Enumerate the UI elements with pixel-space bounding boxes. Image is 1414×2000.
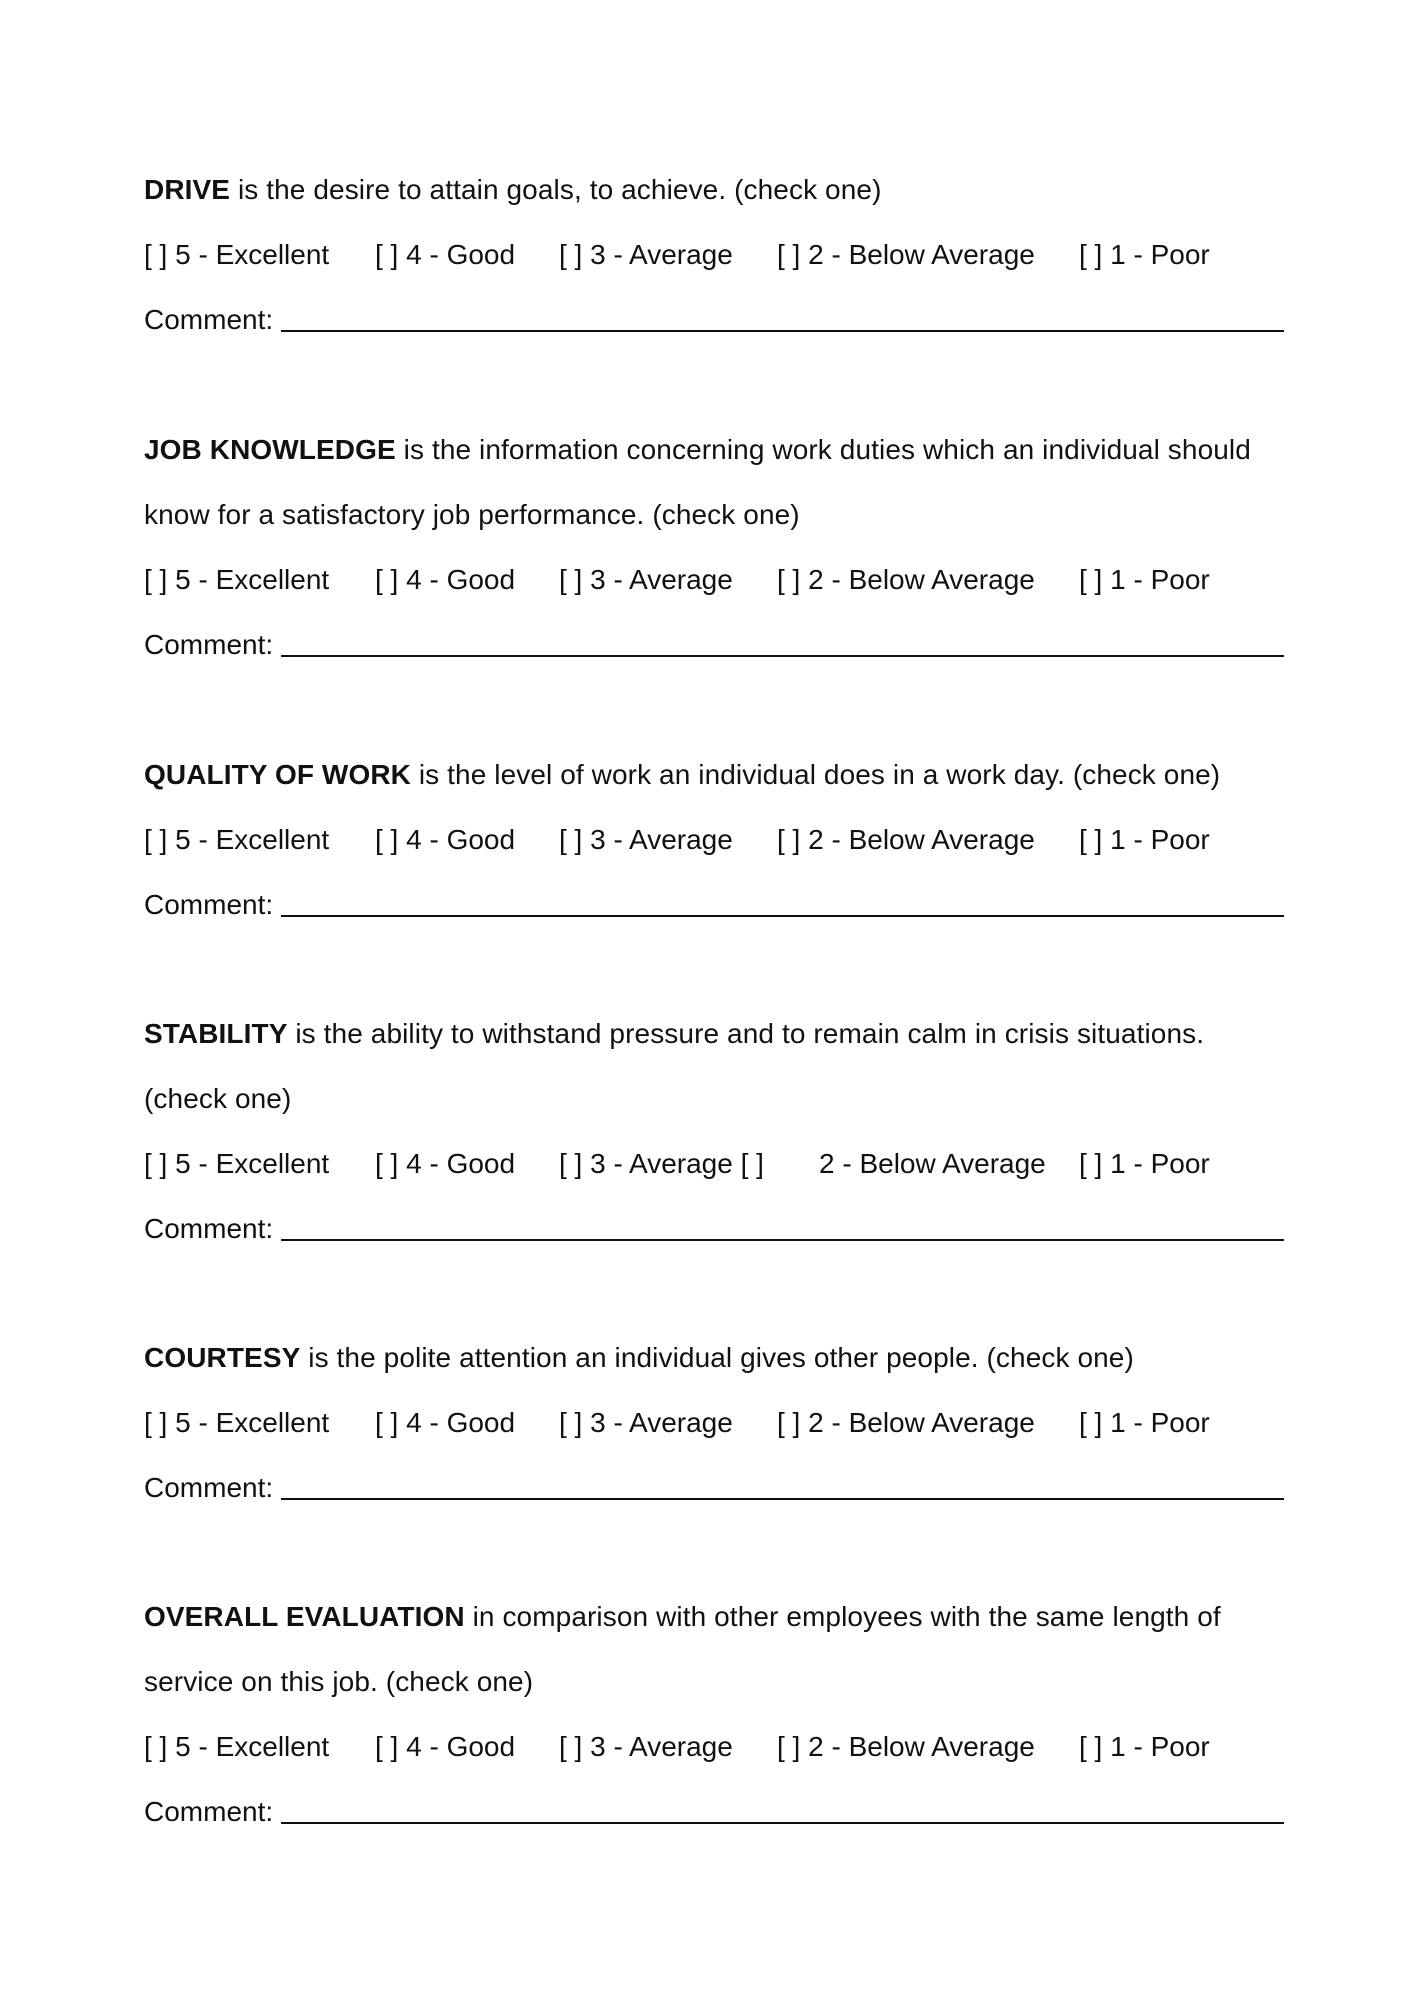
- section-courtesy: [144, 1325, 1284, 1520]
- comment-field[interactable]: [281, 308, 1284, 332]
- rating-option-5[interactable]: [ ] 5 - Excellent: [144, 239, 330, 270]
- comment-label: Comment:: [144, 1796, 274, 1827]
- rating-option-4[interactable]: [ ] 4 - Good: [375, 824, 516, 855]
- rating-options: [144, 1131, 1284, 1196]
- rating-option-5[interactable]: [ ] 5 - Excellent: [144, 1731, 330, 1762]
- rating-options: [144, 1390, 1284, 1455]
- section-description: is the desire to attain goals, to achieve. (check one): [230, 174, 882, 205]
- rating-option-3[interactable]: [ ] 3 - Average: [559, 1407, 733, 1438]
- rating-option-3[interactable]: [ ] 3 - Average [ ]: [559, 1148, 764, 1179]
- rating-option-2[interactable]: [ ] 2 - Below Average: [777, 239, 1035, 270]
- rating-option-2[interactable]: [ ] 2 - Below Average: [777, 564, 1035, 595]
- section-heading: [144, 157, 1284, 222]
- section-heading: [144, 417, 1284, 482]
- rating-option-1[interactable]: [ ] 1 - Poor: [1079, 1407, 1210, 1438]
- section-description: is the ability to withstand pressure and to remain calm in crisis situations.: [287, 1018, 1205, 1049]
- rating-option-4[interactable]: [ ] 4 - Good: [375, 564, 516, 595]
- rating-option-5[interactable]: [ ] 5 - Excellent: [144, 564, 330, 595]
- section-stability: [144, 1001, 1284, 1261]
- section-description-continued: (check one): [144, 1083, 292, 1114]
- rating-option-1[interactable]: [ ] 1 - Poor: [1079, 1148, 1210, 1179]
- section-title: STABILITY: [144, 1018, 288, 1049]
- rating-option-5[interactable]: [ ] 5 - Excellent: [144, 824, 330, 855]
- section-quality-of-work: [144, 742, 1284, 937]
- comment-row: [144, 1196, 1284, 1261]
- comment-field[interactable]: [281, 1217, 1284, 1241]
- rating-option-4[interactable]: [ ] 4 - Good: [375, 239, 516, 270]
- rating-option-3[interactable]: [ ] 3 - Average: [559, 564, 733, 595]
- comment-row: [144, 1455, 1284, 1520]
- section-title: QUALITY OF WORK: [144, 759, 411, 790]
- comment-row: [144, 1779, 1284, 1844]
- section-description: in comparison with other employees with the same length of: [464, 1601, 1221, 1632]
- section-description: is the information concerning work duties which an individual should: [395, 434, 1251, 465]
- rating-options: [144, 1714, 1284, 1779]
- rating-option-4[interactable]: [ ] 4 - Good: [375, 1407, 516, 1438]
- rating-option-1[interactable]: [ ] 1 - Poor: [1079, 824, 1210, 855]
- rating-option-2[interactable]: [ ] 2 - Below Average: [777, 1407, 1035, 1438]
- section-job-knowledge: [144, 417, 1284, 677]
- rating-option-1[interactable]: [ ] 1 - Poor: [1079, 1731, 1210, 1762]
- rating-option-2[interactable]: [ ] 2 - Below Average: [777, 1731, 1035, 1762]
- section-description: is the level of work an individual does in a work day. (check one): [410, 759, 1221, 790]
- section-heading: [144, 1001, 1284, 1066]
- rating-option-3[interactable]: [ ] 3 - Average: [559, 1731, 733, 1762]
- comment-row: [144, 872, 1284, 937]
- comment-field[interactable]: [281, 1476, 1284, 1500]
- rating-option-3[interactable]: [ ] 3 - Average: [559, 239, 733, 270]
- section-title: DRIVE: [144, 174, 231, 205]
- rating-option-1[interactable]: [ ] 1 - Poor: [1079, 239, 1210, 270]
- comment-field[interactable]: [281, 633, 1284, 657]
- rating-option-2[interactable]: [ ] 2 - Below Average: [777, 824, 1035, 855]
- comment-label: Comment:: [144, 1213, 274, 1244]
- rating-option-1[interactable]: [ ] 1 - Poor: [1079, 564, 1210, 595]
- comment-label: Comment:: [144, 1472, 274, 1503]
- section-title: JOB KNOWLEDGE: [144, 434, 396, 465]
- comment-row: [144, 612, 1284, 677]
- rating-option-5[interactable]: [ ] 5 - Excellent: [144, 1407, 330, 1438]
- rating-option-5[interactable]: [ ] 5 - Excellent: [144, 1148, 330, 1179]
- comment-row: [144, 287, 1284, 352]
- comment-label: Comment:: [144, 304, 274, 335]
- section-overall-evaluation: [144, 1584, 1284, 1844]
- section-title: COURTESY: [144, 1342, 301, 1373]
- rating-options: [144, 222, 1284, 287]
- comment-field[interactable]: [281, 1800, 1284, 1824]
- rating-option-4[interactable]: [ ] 4 - Good: [375, 1148, 516, 1179]
- rating-options: [144, 547, 1284, 612]
- rating-option-4[interactable]: [ ] 4 - Good: [375, 1731, 516, 1762]
- section-heading: [144, 1584, 1284, 1649]
- section-description-continued: service on this job. (check one): [144, 1666, 534, 1697]
- rating-option-3[interactable]: [ ] 3 - Average: [559, 824, 733, 855]
- comment-field[interactable]: [281, 893, 1284, 917]
- section-title: OVERALL EVALUATION: [144, 1601, 465, 1632]
- section-description: is the polite attention an individual gives other people. (check one): [300, 1342, 1134, 1373]
- rating-option-2[interactable]: 2 - Below Average: [819, 1148, 1046, 1179]
- section-description-continued: know for a satisfactory job performance. (check one): [144, 499, 800, 530]
- section-heading: [144, 742, 1284, 807]
- comment-label: Comment:: [144, 629, 274, 660]
- rating-options: [144, 807, 1284, 872]
- section-heading: [144, 1325, 1284, 1390]
- section-drive: [144, 157, 1284, 352]
- comment-label: Comment:: [144, 889, 274, 920]
